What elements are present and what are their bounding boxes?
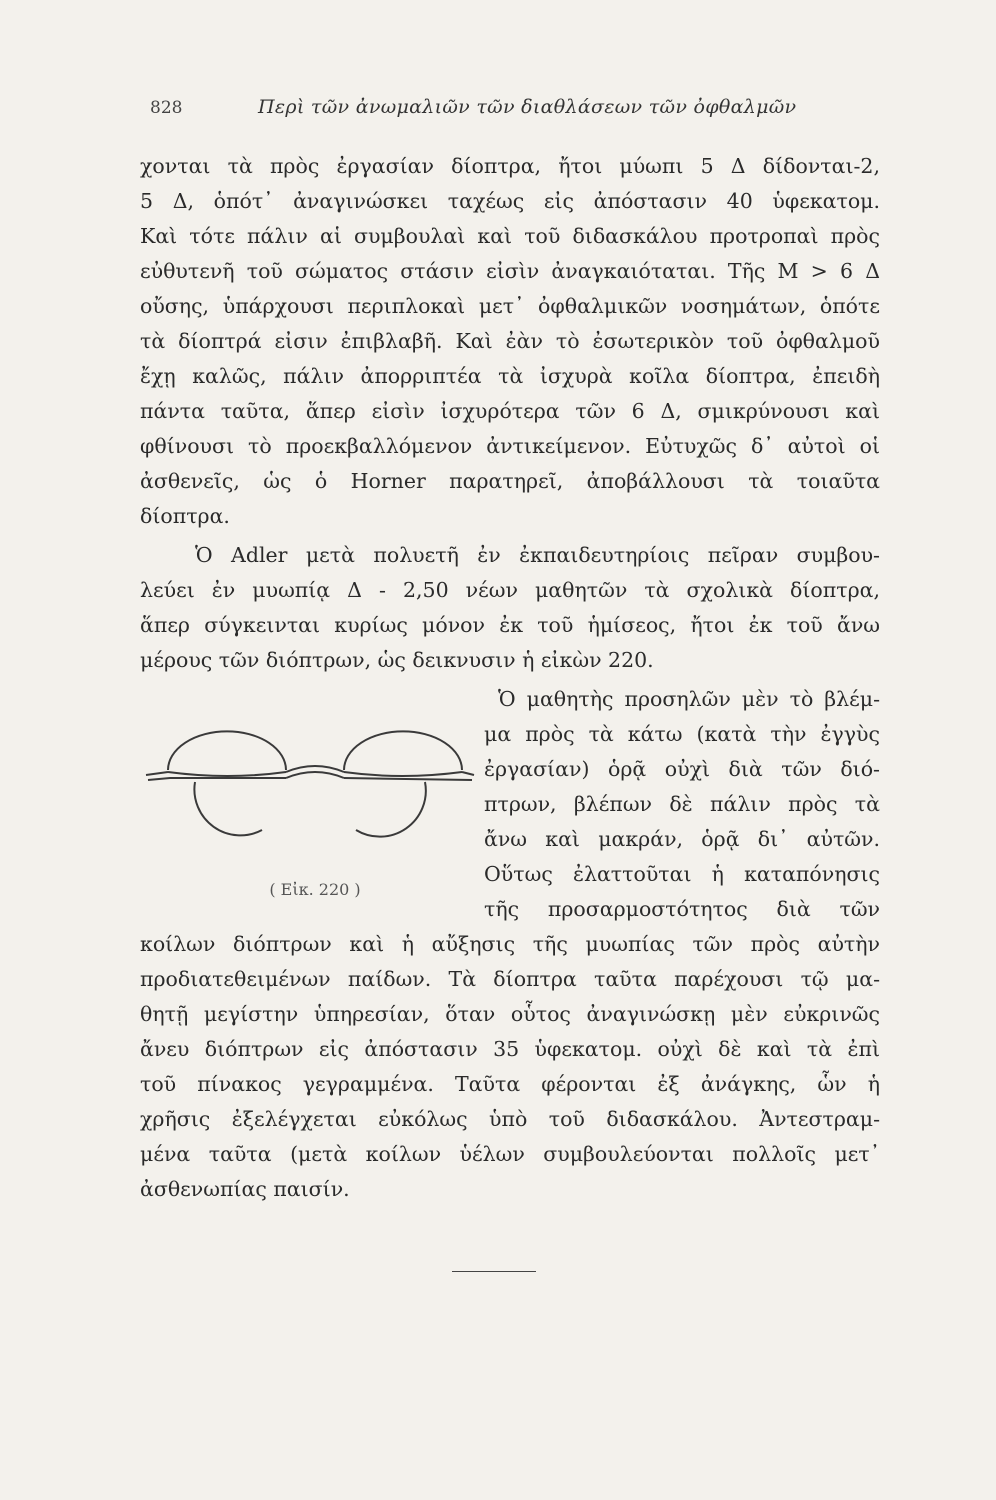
text-line: Οὕτως ἐλαττοῦται ἡ καταπόνησις bbox=[484, 862, 880, 886]
text-line: μένα ταῦτα (μετὰ κοίλων ὑέλων συμβουλεύονται πολλοῖς μετ᾽ bbox=[140, 1142, 880, 1166]
text-line: λεύει ἐν μυωπίᾳ Δ - 2,50 νέων μαθητῶν τὰ σχολικὰ δίοπτρα, bbox=[140, 578, 880, 602]
text-line: θητῇ μεγίστην ὑπηρεσίαν, ὅταν οὗτος ἀναγινώσκῃ μὲν εὐκρινῶς bbox=[140, 1002, 880, 1026]
text-line: ἔχῃ καλῶς, πάλιν ἀπορριπτέα τὰ ἰσχυρὰ κοῖλα δίοπτρα, ἐπειδὴ bbox=[140, 364, 880, 388]
text-line: χονται τὰ πρὸς ἐργασίαν δίοπτρα, ἤτοι μύωπι 5 Δ δίδονται-2, bbox=[140, 154, 880, 178]
text-line: Ὁ μαθητὴς προσηλῶν μὲν τὸ βλέμ- bbox=[498, 687, 880, 711]
text-line: Καὶ τότε πάλιν αἱ συμβουλαὶ καὶ τοῦ διδασκάλου προτροπαὶ πρὸς bbox=[140, 224, 880, 248]
text-line: μέρους τῶν διόπτρων, ὡς δεικνυσιν ἡ εἰκὼν 220. bbox=[140, 648, 654, 672]
figure-220 bbox=[140, 722, 475, 917]
text-line: τῆς προσαρμοστότητος διὰ τῶν bbox=[484, 897, 880, 921]
text-line: τοῦ πίνακος γεγραμμένα. Ταῦτα φέρονται ἐξ ἀνάγκης, ὧν ἡ bbox=[140, 1072, 880, 1096]
text-line: Ὁ Adler μετὰ πολυετῆ ἐν ἐκπαιδευτηρίοις πεῖραν συμβου- bbox=[195, 543, 880, 567]
text-line: χρῆσις ἐξελέγχεται εὐκόλως ὑπὸ τοῦ διδασκάλου. Ἀντεστραμ- bbox=[140, 1107, 880, 1131]
text-line: ἅπερ σύγκεινται κυρίως μόνον ἐκ τοῦ ἡμίσεος, ἤτοι ἐκ τοῦ ἄνω bbox=[140, 613, 880, 637]
half-spectacles-illustration bbox=[140, 722, 475, 872]
text-line: ἀσθενωπίας παισίν. bbox=[140, 1177, 350, 1201]
text-line: κοίλων διόπτρων καὶ ἡ αὔξησις τῆς μυωπίας τῶν πρὸς αὐτὴν bbox=[140, 932, 880, 956]
text-line: τὰ δίοπτρά εἰσιν ἐπιβλαβῆ. Καὶ ἐὰν τὸ ἐσωτερικὸν τοῦ ὀφθαλμοῦ bbox=[140, 329, 880, 353]
text-line: φθίνουσι τὸ προεκβαλλόμενον ἀντικείμενον. Εὐτυχῶς δ᾽ αὐτοὶ οἱ bbox=[140, 434, 880, 458]
text-line: ἄνευ διόπτρων εἰς ἀπόστασιν 35 ὑφεκατομ. οὐχὶ δὲ καὶ τὰ ἐπὶ bbox=[140, 1037, 880, 1061]
figure-caption: ( Εἰκ. 220 ) bbox=[269, 880, 361, 899]
text-line: οὔσης, ὑπάρχουσι περιπλοκαὶ μετ᾽ ὀφθαλμικῶν νοσημάτων, ὁπότε bbox=[140, 294, 880, 318]
text-line: μα πρὸς τὰ κάτω (κατὰ τὴν ἐγγὺς bbox=[484, 722, 880, 746]
text-line: πτρων, βλέπων δὲ πάλιν πρὸς τὰ bbox=[484, 792, 880, 816]
text-line: εὐθυτενῆ τοῦ σώματος στάσιν εἰσὶν ἀναγκαιόταται. Τῆς Μ > 6 Δ bbox=[140, 259, 880, 283]
running-title: Περὶ τῶν ἀνωμαλιῶν τῶν διαθλάσεων τῶν ὀφθαλμῶν bbox=[258, 96, 797, 118]
text-line: προδιατεθειμένων παίδων. Τὰ δίοπτρα ταῦτα παρέχουσι τῷ μα- bbox=[140, 967, 880, 991]
page-number: 828 bbox=[150, 98, 183, 118]
text-line: δίοπτρα. bbox=[140, 504, 230, 528]
page-header bbox=[0, 92, 996, 132]
text-line: ἐργασίαν) ὁρᾷ οὐχὶ διὰ τῶν διό- bbox=[484, 757, 880, 781]
text-line: 5 Δ, ὁπότ᾽ ἀναγινώσκει ταχέως εἰς ἀπόστασιν 40 ὑφεκατομ. bbox=[140, 189, 880, 213]
text-line: ἀσθενεῖς, ὡς ὁ Horner παρατηρεῖ, ἀποβάλλουσι τὰ τοιαῦτα bbox=[140, 469, 880, 493]
text-line: πάντα ταῦτα, ἅπερ εἰσὶν ἰσχυρότερα τῶν 6 Δ, σμικρύνουσι καὶ bbox=[140, 399, 880, 423]
end-rule bbox=[452, 1271, 536, 1272]
text-line: ἄνω καὶ μακράν, ὁρᾷ δι᾽ αὐτῶν. bbox=[484, 827, 880, 851]
